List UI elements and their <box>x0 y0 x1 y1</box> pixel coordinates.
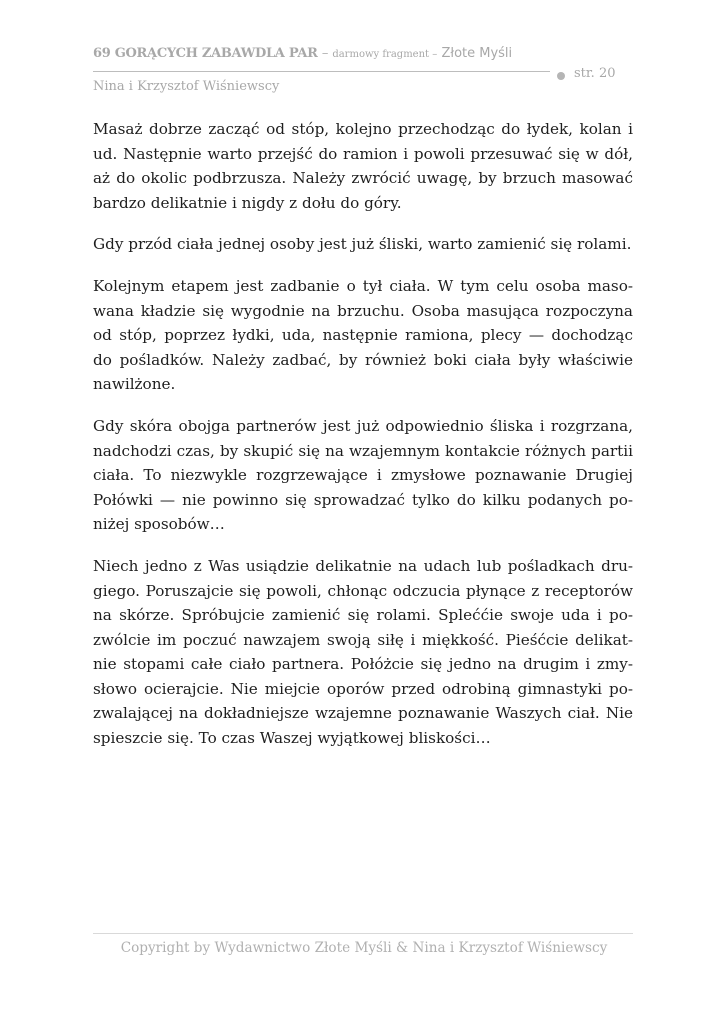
publisher-brand: Złote Myśli <box>441 46 513 61</box>
header-separator: – <box>321 46 329 61</box>
book-title: 69 GORĄCYCH ZABAWDLA PAR <box>93 46 318 61</box>
paragraph: Masaż dobrze zacząć od stóp, kolejno przechodząc do łydek, kolan i ud. Następnie warto przejść do ramion i powoli przesuwać się w dół, aż do okolic podbrzusza. Należy zwrócić uwagę, by brzuch masować bardzo delikatnie i nigdy z dołu do góry. <box>93 120 633 212</box>
fragment-label: darmowy fragment – <box>332 49 438 60</box>
header-authors: Nina i Krzysztof Wiśniewscy <box>93 79 280 94</box>
bullet-icon <box>557 72 565 80</box>
footer-divider <box>93 933 633 934</box>
paragraph: Gdy skóra obojga partnerów jest już odpowiednio śliska i rozgrzana, nadchodzi czas, by skupić się na wzajemnym kontakcie różnych partii ciała. To niezwykle rozgrzewające i zmysłowe poznawanie Drugiej Połówki — nie powinno się sprowadzać tylko do kilku podanych poniżej sposobów… <box>93 416 633 534</box>
paragraph: Niech jedno z Was usiądzie delikatnie na udach lub pośladkach drugiego. Poruszajcie się powoli, chłonąc odczucia płynące z receptorów na skórze. Spróbujcie zamienić się rolami. Spleććie swoje uda i pozwólcie im poczuć nawzajem swoją siłę i miękkość. Pieśćcie delikatnie stopami całe ciało partnera. Połóżcie się jedno na drugim i zmysłowo ocierajcie. Nie miejcie oporów przed odrobiną gimnastyki pozwalającej na dokładniejsze wzajemne poznawanie Waszych ciał. Nie spieszcie się. To czas Waszej wyjątkowej bliskości… <box>93 556 633 748</box>
header-title <box>93 46 563 61</box>
paragraph: Gdy przód ciała jednej osoby jest już śliski, warto zamienić się rolami. <box>93 235 632 254</box>
page-number: str. 20 <box>574 66 616 81</box>
body-text <box>93 117 633 768</box>
header-divider <box>93 71 550 72</box>
footer-copyright: Copyright by Wydawnictwo Złote Myśli & Nina i Krzysztof Wiśniewscy <box>120 940 608 956</box>
paragraph: Kolejnym etapem jest zadbanie o tył ciała. W tym celu osoba masowana kładzie się wygodnie na brzuchu. Osoba masująca rozpoczyna od stóp, poprzez łydki, uda, następnie ramiona, plecy — dochodząc do pośladków. Należy zadbać, by również boki ciała były właściwie nawilżone. <box>93 276 633 394</box>
